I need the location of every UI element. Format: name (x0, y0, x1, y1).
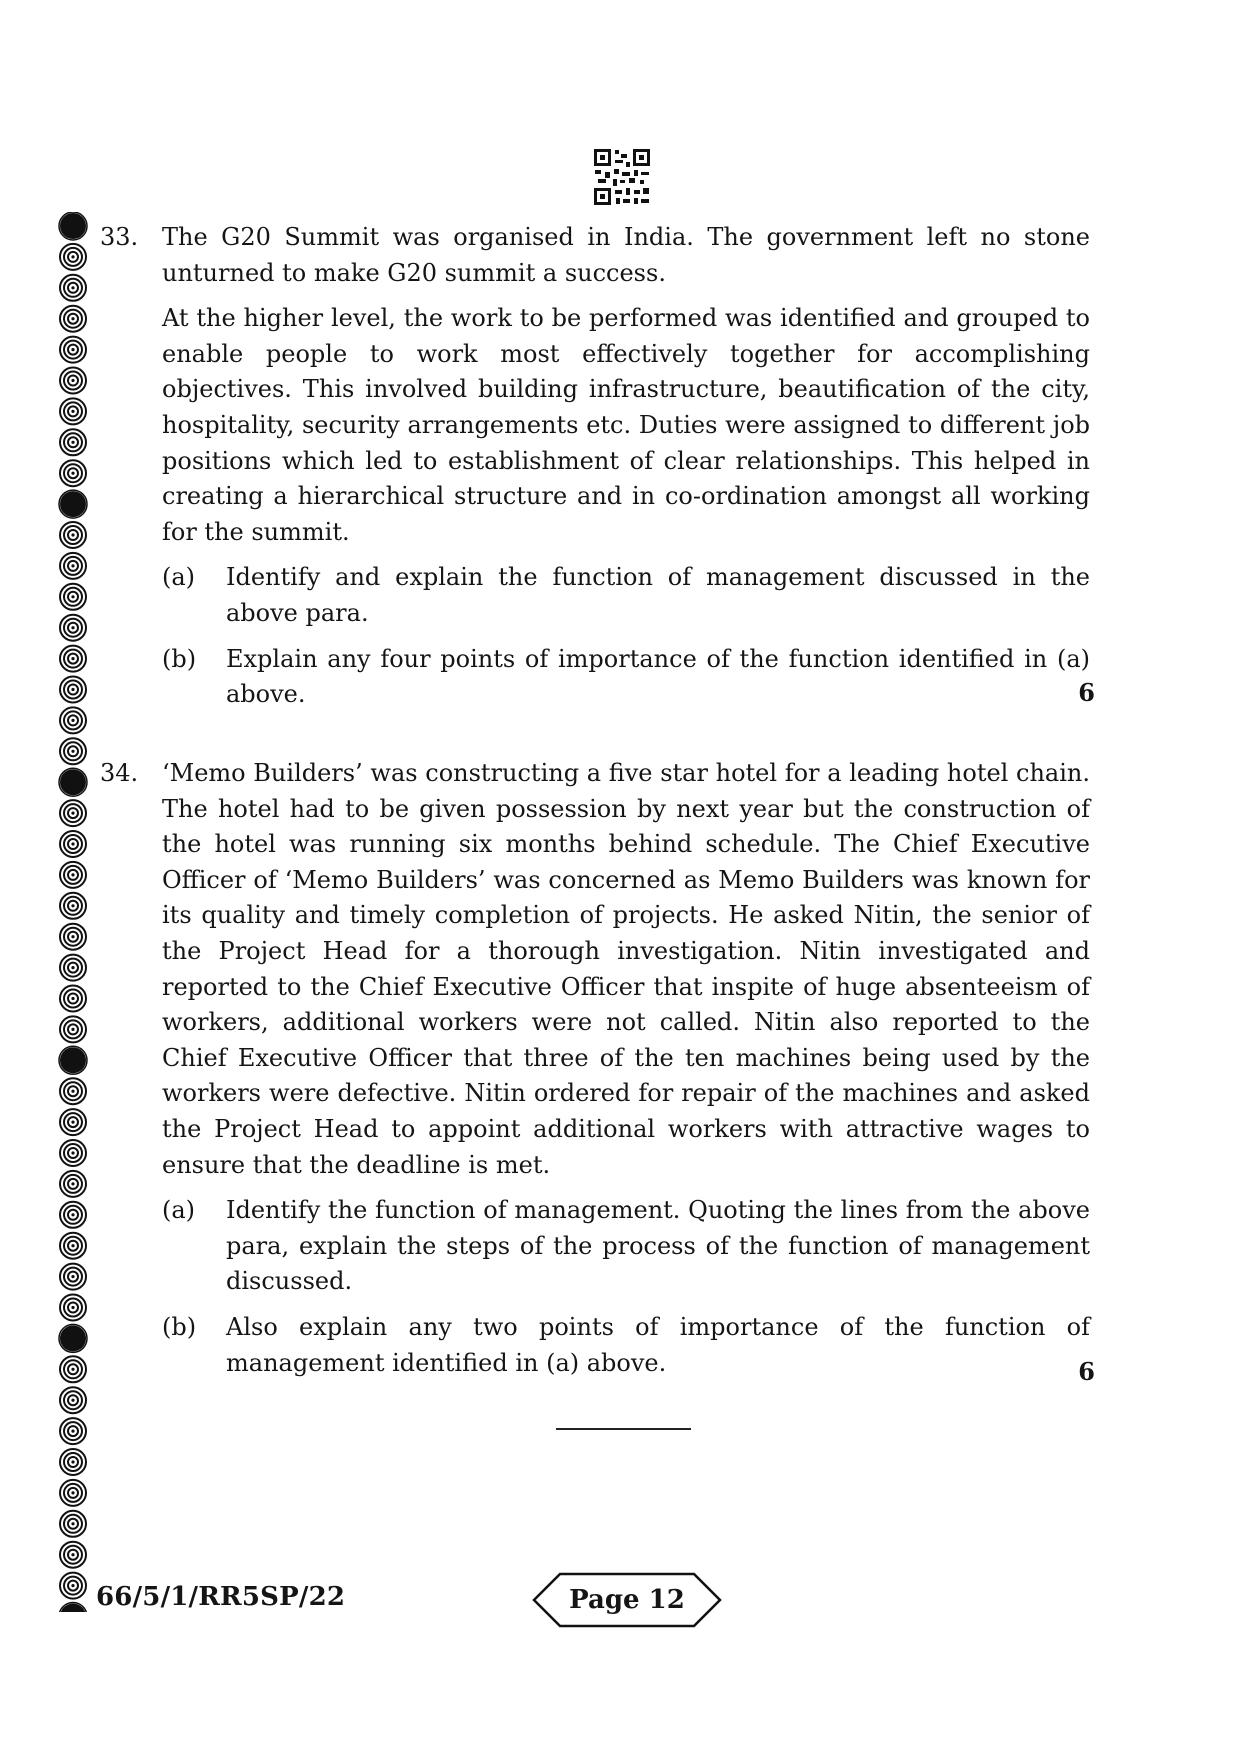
part-label: (b) (162, 644, 197, 673)
part-label: (a) (162, 563, 196, 592)
concentric-circle-icon (60, 1542, 86, 1568)
concentric-circle-icon (60, 1171, 86, 1197)
question-part-a (162, 1193, 1090, 1300)
concentric-circle-icon (60, 306, 86, 332)
question-paragraph: The G20 Summit was organised in India. The government left no stone unturned to make G20 summit a success. (162, 223, 1090, 287)
concentric-circle-icon (60, 429, 86, 455)
page-number-badge (532, 1572, 722, 1628)
concentric-circle-icon (60, 646, 86, 672)
concentric-circle-icon (60, 986, 86, 1012)
paper-code: 66/5/1/RR5SP/22 (96, 1582, 346, 1612)
concentric-circle-icon (60, 615, 86, 641)
question-paragraph: ‘Memo Builders’ was constructing a five star hotel for a leading hotel chain. The hotel had to be given possession by next year but the construction of the hotel was running six months behind schedule. The Chief Executive Officer of ‘Memo Builders’ was concerned as Memo Builders was known for its quality and timely completion of projects. He asked Nitin, the senior of the Project Head for a thorough investigation. Nitin investigated and reported to the Chief Executive Officer that inspite of huge absenteeism of workers, additional workers were not called. Nitin also reported to the Chief Executive Officer that three of the ten machines being used by the workers were defective. Nitin ordered for repair of the machines and asked the Project Head to appoint additional workers with attractive wages to ensure that the deadline is met. (162, 759, 1090, 1179)
question-part-b (162, 642, 1090, 713)
concentric-circle-icon (60, 460, 86, 486)
concentric-circle-icon (60, 1140, 86, 1166)
concentric-circle-icon (60, 1356, 86, 1382)
concentric-circle-icon (60, 1016, 86, 1042)
concentric-circle-icon (60, 553, 86, 579)
concentric-circle-icon (60, 368, 86, 394)
question-number: 34. (100, 759, 139, 787)
marks-label: 6 (1078, 1357, 1095, 1386)
question-34 (100, 756, 1095, 1391)
part-text: Explain any four points of importance of the function identified in (a) above. (226, 644, 1090, 709)
concentric-circle-icon (59, 212, 87, 240)
concentric-circle-icon (60, 862, 86, 888)
marks-label: 6 (1078, 678, 1095, 707)
question-part-a (162, 560, 1090, 631)
concentric-circle-icon (60, 1573, 86, 1599)
question-number: 33. (100, 223, 139, 251)
concentric-circle-icon (60, 522, 86, 548)
concentric-circle-icon (60, 1233, 86, 1259)
concentric-circle-icon (60, 955, 86, 981)
question-paragraph: At the higher level, the work to be performed was identified and grouped to enable people to work most effectively together for accomplishing objectives. This involved building infrastructure, beautification of the city, hospitality, security arrangements etc. Duties were assigned to different job positions which led to establishment of clear relationships. This helped in creating a hierarchical structure and in co-ordination amongst all working for the summit. (162, 304, 1090, 546)
concentric-circle-icon (60, 1202, 86, 1228)
question-33 (100, 220, 1095, 723)
part-text: Identify the function of management. Quoting the lines from the above para, explain the steps of the process of the function of management discussed. (226, 1196, 1090, 1296)
concentric-circle-icon (60, 584, 86, 610)
concentric-circle-icon (60, 924, 86, 950)
part-label: (a) (162, 1196, 196, 1225)
concentric-circle-icon (60, 1078, 86, 1104)
concentric-circle-icon (60, 831, 86, 857)
margin-decoration (56, 212, 90, 1612)
concentric-circle-icon (59, 768, 87, 796)
part-text: Also explain any two points of importance of the function of management identified in (a) above. (226, 1312, 1090, 1377)
concentric-circle-icon (60, 707, 86, 733)
concentric-circle-icon (60, 1418, 86, 1444)
part-label: (b) (162, 1312, 197, 1341)
concentric-circle-icon (59, 1603, 87, 1613)
qr-code-icon (593, 148, 651, 206)
concentric-circle-icon (59, 1046, 87, 1074)
concentric-circle-icon (60, 1387, 86, 1413)
concentric-circle-icon (60, 398, 86, 424)
concentric-circle-icon (60, 1295, 86, 1321)
question-part-b (162, 1310, 1090, 1381)
concentric-circle-icon (60, 893, 86, 919)
concentric-circle-icon (60, 1264, 86, 1290)
concentric-circle-icon (60, 1511, 86, 1537)
end-divider (556, 1428, 691, 1430)
concentric-circle-icon (60, 244, 86, 270)
concentric-circle-icon (60, 738, 86, 764)
concentric-circle-icon (60, 1449, 86, 1475)
concentric-circle-icon (60, 1480, 86, 1506)
page-number: Page 12 (569, 1585, 685, 1615)
concentric-circle-icon (60, 275, 86, 301)
concentric-circle-icon (60, 337, 86, 363)
concentric-circle-icon (60, 1109, 86, 1135)
concentric-circle-icon (59, 1324, 87, 1352)
concentric-circle-icon (60, 800, 86, 826)
part-text: Identify and explain the function of management discussed in the above para. (226, 563, 1090, 627)
concentric-circle-icon (60, 677, 86, 703)
concentric-circle-icon (59, 490, 87, 518)
